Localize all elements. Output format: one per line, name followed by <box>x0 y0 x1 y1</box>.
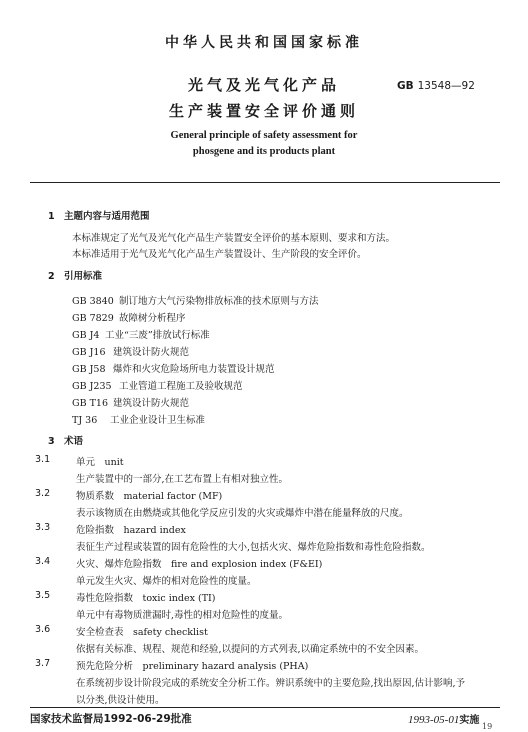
reference-item <box>72 412 205 426</box>
section-1-heading <box>48 208 150 222</box>
reference-code: GB J235 <box>72 381 112 392</box>
term-name: 火灾、爆炸危险指数 fire and explosion index (F&EI) <box>76 559 323 570</box>
section-2-heading <box>48 268 102 282</box>
reference-title: 工业企业设计卫生标准 <box>110 415 206 426</box>
term-definition: 在系统初步设计阶段完成的系统安全分析工作。辨识系统中的主要危险,找出原因,估计影响,予 <box>76 678 466 689</box>
term-definition: 表示该物质在由燃烧或其他化学反应引发的火灾或爆炸中潜在能量释放的尺度。 <box>76 508 409 519</box>
term-number: 3.3 <box>35 522 51 533</box>
term-item <box>35 556 323 570</box>
term-item <box>35 454 124 468</box>
reference-title: 建筑设计防火规范 <box>113 347 190 358</box>
term-definition: 以分类,供设计使用。 <box>76 695 165 706</box>
reference-code: TJ 36 <box>72 415 98 426</box>
reference-title: 工业“三废”排放试行标准 <box>105 330 210 341</box>
section-1-paragraph: 本标准适用于光气及光气化产品生产装置设计、生产阶段的安全评价。 <box>72 249 367 260</box>
term-definition: 表征生产过程或装置的固有危险性的大小,包括火灾、爆炸危险指数和毒性危险指数。 <box>76 542 431 553</box>
reference-code: GB 7829 <box>72 313 114 324</box>
title-line-1: 光气及光气化产品 <box>187 76 340 94</box>
term-number: 3.1 <box>35 454 51 465</box>
reference-item <box>72 361 275 375</box>
term-item <box>35 658 309 672</box>
reference-item <box>72 310 186 324</box>
section-number: 3 <box>48 436 55 447</box>
term-number: 3.6 <box>35 624 51 635</box>
section-3-heading <box>48 433 83 447</box>
reference-item <box>72 327 210 341</box>
section-title: 引用标准 <box>64 271 103 282</box>
term-number: 3.2 <box>35 488 51 499</box>
term-definition: 单元发生火灾、爆炸的相对危险性的度量。 <box>76 576 257 587</box>
bottom-divider <box>30 707 500 708</box>
top-divider <box>30 182 500 183</box>
term-definition: 依据有关标准、规程、规范和经验,以提问的方式列表,以确定系统中的不安全因素。 <box>76 644 425 655</box>
reference-title: 爆炸和火灾危险场所电力装置设计规范 <box>113 364 275 375</box>
term-name: 单元 unit <box>76 457 124 468</box>
reference-code: GB 3840 <box>72 296 114 307</box>
term-item <box>35 624 208 638</box>
term-number: 3.5 <box>35 590 51 601</box>
section-title: 术语 <box>64 436 84 447</box>
title-line-2: 生产装置安全评价通则 <box>168 102 359 120</box>
issuer-header: 中华人民共和国国家标准 <box>165 35 363 51</box>
reference-title: 建筑设计防火规范 <box>113 398 190 409</box>
effective-label: 实施 <box>459 715 480 726</box>
term-number: 3.7 <box>35 658 51 669</box>
term-definition: 单元中有毒物质泄漏时,毒性的相对危险性的度量。 <box>76 610 289 621</box>
standard-prefix: GB <box>397 80 414 92</box>
effective-date-value: 1993-05-01 <box>408 714 460 726</box>
effective-date <box>408 711 479 726</box>
reference-title: 制订地方大气污染物排放标准的技术原则与方法 <box>119 296 319 307</box>
section-1-paragraph: 本标准规定了光气及光气化产品生产装置安全评价的基本原则、要求和方法。 <box>72 233 396 244</box>
reference-code: GB J4 <box>72 330 100 341</box>
section-title: 主题内容与适用范围 <box>64 211 150 222</box>
reference-item <box>72 395 189 409</box>
english-title-line-1: General principle of safety assessment for <box>170 130 358 141</box>
reference-code: GB J58 <box>72 364 106 375</box>
term-name: 预先危险分析 preliminary hazard analysis (PHA) <box>76 661 309 672</box>
term-item <box>35 522 186 536</box>
term-item <box>35 590 216 604</box>
section-number: 1 <box>48 211 55 222</box>
reference-code: GB T16 <box>72 398 109 409</box>
reference-item <box>72 293 319 307</box>
term-name: 毒性危险指数 toxic index (TI) <box>76 593 216 604</box>
english-title-line-2: phosgene and its products plant <box>192 146 336 157</box>
reference-title: 故障树分析程序 <box>119 313 186 324</box>
term-name: 危险指数 hazard index <box>76 525 186 536</box>
section-number: 2 <box>48 271 55 282</box>
reference-code: GB J16 <box>72 347 106 358</box>
term-number: 3.4 <box>35 556 51 567</box>
term-name: 物质系数 material factor (MF) <box>76 491 223 502</box>
approval-note: 国家技术监督局1992-06-29批准 <box>30 713 192 725</box>
term-name: 安全检查表 safety checklist <box>76 627 208 638</box>
reference-title: 工业管道工程施工及验收规范 <box>119 381 243 392</box>
reference-item <box>72 344 189 358</box>
page-number: 19 <box>482 722 493 731</box>
term-definition: 生产装置中的一部分,在工艺布置上有相对独立性。 <box>76 474 289 485</box>
standard-number <box>397 80 475 92</box>
reference-item <box>72 378 243 392</box>
term-item <box>35 488 223 502</box>
standard-code: 13548—92 <box>417 80 475 92</box>
